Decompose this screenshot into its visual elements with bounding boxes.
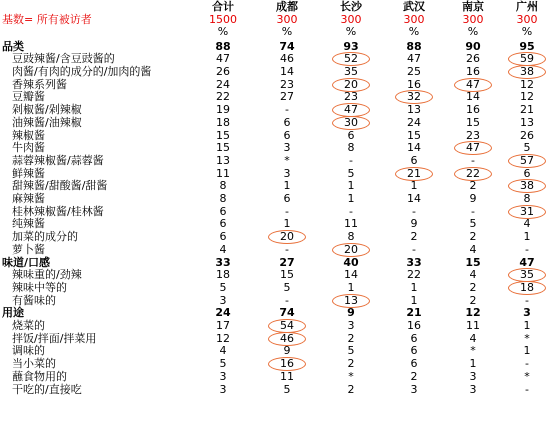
cell-value: 11	[344, 217, 358, 231]
cell-value: 3	[347, 319, 355, 332]
base-value: 300	[462, 12, 484, 26]
cell-value: 13	[216, 153, 230, 167]
cell-value: 15	[407, 128, 421, 142]
cell-value: 6	[410, 153, 418, 167]
cell-value: 2	[347, 357, 355, 371]
column-header: 成都	[276, 0, 298, 13]
cell-value: -	[525, 293, 529, 307]
table-row	[0, 117, 550, 130]
cell-value: 6	[219, 230, 227, 244]
base-value: 1500	[209, 12, 237, 26]
cell-value: 24	[215, 306, 231, 320]
table-row	[0, 282, 550, 295]
cell-value: -	[285, 293, 289, 307]
cell-value: 14	[407, 141, 421, 155]
cell-value: 4	[219, 344, 227, 358]
cell-value: 12	[520, 90, 534, 104]
cell-value: 5	[523, 141, 531, 155]
cell-value: 5	[283, 382, 291, 396]
cell-value: 15	[465, 255, 481, 269]
cell-value: 6	[219, 217, 227, 231]
cell-value: -	[285, 103, 289, 117]
base-value: 300	[516, 12, 538, 26]
cell-value: -	[525, 357, 529, 371]
cell-value: 40	[343, 255, 359, 269]
cell-value: *	[524, 369, 530, 383]
cell-value: 5	[469, 217, 477, 231]
cell-value: 32	[407, 90, 421, 104]
cell-value: 22	[216, 90, 230, 104]
cell-value: 16	[407, 77, 421, 91]
cell-value: 74	[279, 306, 295, 320]
row-label: 桂林辣椒酱/桂林酱	[12, 204, 104, 218]
cell-value: 1	[347, 280, 355, 294]
column-header: 合计	[212, 0, 234, 13]
cell-value: 22	[466, 166, 480, 180]
row-label: 油辣酱/油辣椒	[12, 115, 82, 129]
table-row	[0, 155, 550, 168]
row-label: 干吃的/直接吃	[12, 382, 82, 396]
base-value: 300	[403, 12, 425, 26]
cell-value: 2	[410, 230, 418, 244]
row-label: 牛肉酱	[12, 141, 45, 155]
cell-value: 59	[520, 52, 534, 66]
cell-value: 1	[283, 179, 291, 193]
cell-value: 3	[410, 382, 418, 396]
cell-value: 9	[410, 217, 418, 231]
row-label: 萝卜酱	[12, 242, 45, 256]
percent-sign: %	[281, 25, 293, 39]
cell-value: 22	[407, 268, 421, 282]
cell-value: -	[471, 204, 475, 218]
row-label: 调味的	[12, 344, 45, 358]
cell-value: 3	[523, 306, 531, 320]
cell-value: 9	[347, 306, 355, 320]
cell-value: 13	[407, 103, 421, 117]
table-row	[0, 384, 550, 397]
column-header: 武汉	[403, 0, 425, 13]
cell-value: 17	[216, 319, 230, 332]
cell-value: 18	[520, 280, 534, 294]
cell-value: 1	[347, 179, 355, 193]
column-header: 长沙	[340, 0, 362, 13]
cell-value: 1	[410, 293, 418, 307]
row-label: 剁椒酱/剁辣椒	[12, 103, 82, 117]
cell-value: 20	[344, 242, 358, 256]
cell-value: *	[470, 344, 476, 358]
cell-value: 6	[347, 128, 355, 142]
cell-value: 47	[466, 77, 480, 91]
table-row	[0, 320, 550, 333]
cell-value: 5	[347, 344, 355, 358]
cell-value: 1	[283, 217, 291, 231]
row-label: 蒜蓉辣椒酱/蒜蓉酱	[12, 153, 104, 167]
cell-value: 13	[344, 293, 358, 307]
cell-value: -	[285, 204, 289, 218]
cell-value: 8	[219, 192, 227, 205]
cell-value: 1	[523, 230, 531, 244]
cell-value: 52	[344, 52, 358, 66]
cell-value: 2	[347, 382, 355, 396]
column-header: 南京	[462, 0, 484, 13]
cell-value: 46	[280, 52, 294, 66]
table-row	[0, 371, 550, 384]
table-row	[0, 180, 550, 193]
cell-value: 6	[410, 357, 418, 371]
cell-value: 1	[523, 344, 531, 358]
cell-value: 1	[410, 280, 418, 294]
row-label: 当小菜的	[12, 357, 56, 371]
cell-value: 13	[520, 115, 534, 129]
cell-value: 4	[469, 242, 477, 256]
cell-value: 6	[410, 344, 418, 358]
cell-value: 8	[219, 179, 227, 193]
cell-value: 11	[216, 166, 230, 180]
cell-value: 16	[280, 357, 294, 371]
cell-value: 38	[520, 65, 534, 78]
cell-value: *	[284, 153, 290, 167]
cell-value: 12	[216, 331, 230, 345]
row-label: 辣味重的/劲辣	[12, 268, 82, 282]
cell-value: 35	[520, 268, 534, 282]
cell-value: 90	[465, 39, 481, 53]
category-row	[0, 257, 550, 270]
cell-value: 4	[469, 331, 477, 345]
cell-value: -	[525, 382, 529, 396]
cell-value: 23	[280, 77, 294, 91]
cell-value: 24	[216, 77, 230, 91]
cell-value: 47	[407, 52, 421, 66]
row-label: 烧菜的	[12, 319, 45, 332]
cell-value: -	[412, 204, 416, 218]
percent-sign: %	[521, 25, 533, 39]
table-row	[0, 193, 550, 206]
cell-value: 31	[520, 204, 534, 218]
cell-value: 25	[407, 65, 421, 78]
cell-value: 6	[283, 115, 291, 129]
cell-value: 6	[410, 331, 418, 345]
cell-value: 6	[283, 128, 291, 142]
row-label: 拌饭/拌面/拌菜用	[12, 331, 97, 345]
cell-value: 14	[344, 268, 358, 282]
cell-value: 21	[520, 103, 534, 117]
cell-value: -	[285, 242, 289, 256]
cell-value: 26	[466, 52, 480, 66]
table-row	[0, 218, 550, 231]
cell-value: 2	[410, 369, 418, 383]
base-label: 基数= 所有被访者	[2, 12, 92, 26]
cell-value: 47	[344, 103, 358, 117]
cell-value: -	[471, 153, 475, 167]
cell-value: 24	[407, 115, 421, 129]
cell-value: 4	[523, 217, 531, 231]
cell-value: 14	[280, 65, 294, 78]
cell-value: 21	[406, 306, 422, 320]
cell-value: 15	[216, 141, 230, 155]
row-label: 肉酱/有肉的成分的/加肉的酱	[12, 65, 152, 78]
row-label: 豆豉辣酱/含豆豉酱的	[12, 52, 115, 66]
cell-value: 8	[347, 141, 355, 155]
cell-value: 3	[219, 369, 227, 383]
cell-value: 8	[347, 230, 355, 244]
table-row	[0, 244, 550, 257]
cell-value: 1	[347, 192, 355, 205]
cell-value: 26	[520, 128, 534, 142]
cell-value: -	[349, 204, 353, 218]
cell-value: 12	[465, 306, 481, 320]
column-header: 广州	[516, 0, 538, 13]
cell-value: 19	[216, 103, 230, 117]
percent-sign: %	[467, 25, 479, 39]
row-label: 麻辣酱	[12, 192, 45, 205]
table-row	[0, 345, 550, 358]
table-row	[0, 142, 550, 155]
row-label: 豆瓣酱	[12, 90, 45, 104]
cell-value: 9	[469, 192, 477, 205]
cell-value: 20	[344, 77, 358, 91]
cell-value: 4	[469, 268, 477, 282]
cell-value: 15	[216, 128, 230, 142]
cell-value: 47	[519, 255, 535, 269]
cell-value: 30	[344, 115, 358, 129]
cell-value: 16	[407, 319, 421, 332]
cell-value: 88	[406, 39, 422, 53]
row-label: 有酱味的	[12, 293, 56, 307]
table-row	[0, 66, 550, 79]
table-row	[0, 104, 550, 117]
cell-value: 6	[283, 192, 291, 205]
percent-row	[0, 26, 550, 39]
table-row	[0, 231, 550, 244]
category-label: 用途	[2, 306, 24, 320]
cell-value: 1	[469, 357, 477, 371]
table-row	[0, 206, 550, 219]
cell-value: 3	[283, 166, 291, 180]
cell-value: 33	[215, 255, 231, 269]
cell-value: 5	[283, 280, 291, 294]
cell-value: 2	[469, 179, 477, 193]
cell-value: 16	[466, 103, 480, 117]
table-row	[0, 269, 550, 282]
cell-value: 27	[279, 255, 295, 269]
cell-value: 1	[523, 319, 531, 332]
base-value: 300	[276, 12, 298, 26]
row-label: 加菜的成分的	[12, 230, 78, 244]
table-row	[0, 358, 550, 371]
cell-value: 3	[219, 382, 227, 396]
cell-value: 2	[347, 331, 355, 345]
cell-value: 3	[283, 141, 291, 155]
cell-value: *	[348, 369, 354, 383]
cell-value: 11	[466, 319, 480, 332]
cell-value: 18	[216, 115, 230, 129]
cell-value: 3	[469, 382, 477, 396]
cell-value: 23	[466, 128, 480, 142]
cell-value: 26	[216, 65, 230, 78]
cell-value: 11	[280, 369, 294, 383]
row-label: 辣椒酱	[12, 128, 45, 142]
cell-value: *	[524, 331, 530, 345]
cell-value: 33	[406, 255, 422, 269]
percent-sign: %	[217, 25, 229, 39]
cell-value: 21	[407, 166, 421, 180]
cell-value: 47	[466, 141, 480, 155]
cell-value: 6	[523, 166, 531, 180]
cell-value: 15	[280, 268, 294, 282]
cell-value: -	[349, 153, 353, 167]
row-label: 蘸食物用的	[12, 369, 67, 383]
cell-value: 93	[343, 39, 359, 53]
cell-value: 35	[344, 65, 358, 78]
cell-value: 14	[407, 192, 421, 205]
cell-value: 23	[344, 90, 358, 104]
cell-value: 5	[219, 357, 227, 371]
table-row	[0, 333, 550, 346]
cell-value: 47	[216, 52, 230, 66]
cell-value: 14	[466, 90, 480, 104]
cell-value: 38	[520, 179, 534, 193]
row-label: 鲜辣酱	[12, 166, 45, 180]
row-label: 甜辣酱/甜酸酱/甜酱	[12, 179, 108, 193]
cell-value: 12	[520, 77, 534, 91]
row-label: 纯辣酱	[12, 217, 45, 231]
cell-value: 1	[410, 179, 418, 193]
cell-value: 2	[469, 280, 477, 294]
cell-value: 18	[216, 268, 230, 282]
cell-value: 9	[283, 344, 291, 358]
cell-value: 3	[469, 369, 477, 383]
cell-value: 3	[219, 293, 227, 307]
cell-value: 54	[280, 319, 294, 332]
percent-sign: %	[345, 25, 357, 39]
percent-sign: %	[408, 25, 420, 39]
cell-value: 2	[469, 230, 477, 244]
cell-value: 2	[469, 293, 477, 307]
cell-value: 5	[219, 280, 227, 294]
category-label: 品类	[2, 39, 24, 53]
base-value: 300	[340, 12, 362, 26]
row-label: 辣味中等的	[12, 280, 67, 294]
cell-value: 5	[347, 166, 355, 180]
cell-value: 8	[523, 192, 531, 205]
cell-value: 27	[280, 90, 294, 104]
cell-value: 6	[219, 204, 227, 218]
category-label: 味道/口感	[2, 255, 51, 269]
cell-value: 57	[520, 153, 534, 167]
row-label: 香辣系列酱	[12, 77, 67, 91]
cell-value: -	[525, 242, 529, 256]
cell-value: 95	[519, 39, 535, 53]
cell-value: -	[412, 242, 416, 256]
cell-value: 74	[279, 39, 295, 53]
cell-value: 46	[280, 331, 294, 345]
cell-value: 88	[215, 39, 231, 53]
cell-value: 20	[280, 230, 294, 244]
cell-value: 15	[466, 115, 480, 129]
cell-value: 16	[466, 65, 480, 78]
header-row	[0, 1, 550, 14]
cell-value: 4	[219, 242, 227, 256]
